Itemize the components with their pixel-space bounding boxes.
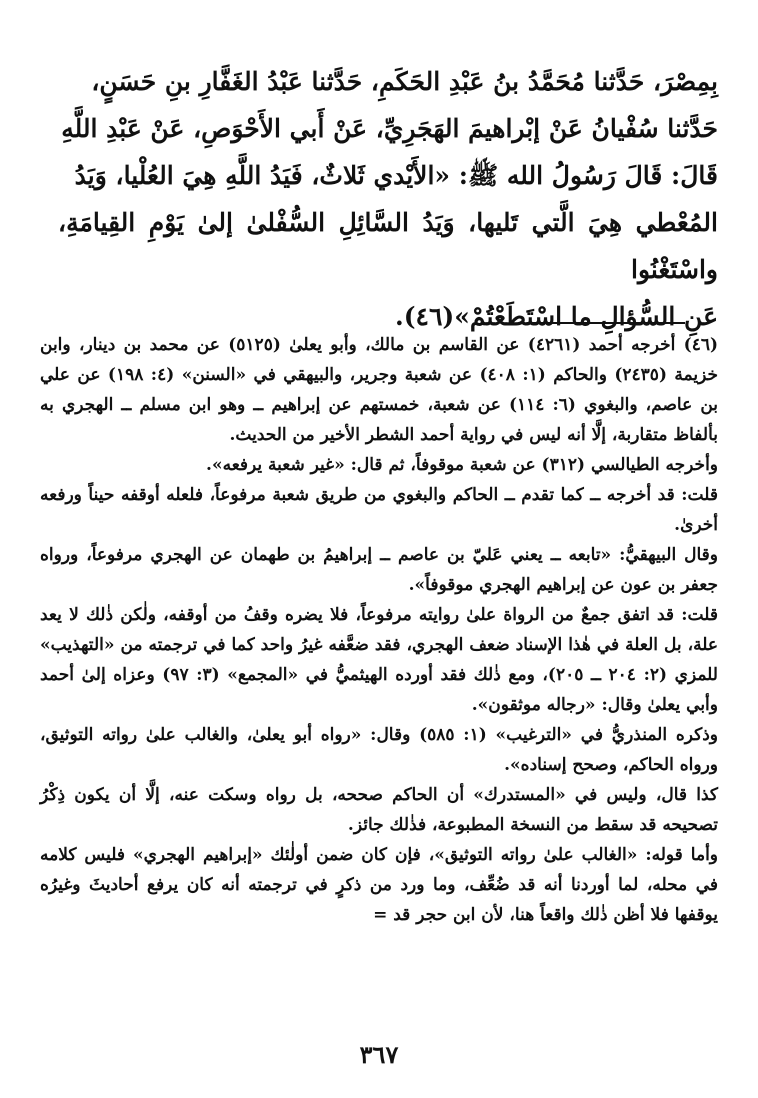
main-text-line: بِمِصْرَ، حَدَّثنا مُحَمَّدُ بنُ عَبْدِ الحَكَمِ، حَدَّثنا عَبْدُ الغَفَّارِ بنِ حَسَنٍ، bbox=[91, 67, 718, 96]
main-hadith-text bbox=[58, 58, 718, 340]
footnote-paragraph: وأما قوله: «الغالب علىٰ رواته التوثيق»، فإن كان ضمن أولٰئك «إبراهيم الهجري» فليس كلامه في محله، لما أوردنا أنه قد ضُعِّف، وما ورد من ذكرٍ في ترجمته أنه كان يرفع أحاديثَ وغيرُه يوقفها فلا أظن ذٰلك واقعاً هنا، لأن ابن حجر قد = bbox=[40, 845, 718, 925]
footnote-paragraph: وأخرجه الطيالسي (٣١٢) عن شعبة موقوفاً، ثم قال: «غير شعبة يرفعه». bbox=[206, 455, 718, 475]
footnote-separator bbox=[527, 322, 685, 324]
footnotes bbox=[40, 330, 718, 930]
footnote-paragraph: وقال البيهقيُّ: «تابعه ــ يعني عَليّ بن عاصم ــ إبراهيمُ بن طهمان عن الهجري مرفوعاً، ورواه جعفر بن عون عن إبراهيم الهجري موقوفاً». bbox=[40, 545, 718, 595]
main-text-line: عَنِ السُّؤالِ ما اسْتَطَعْتُمْ»(٤٦). bbox=[394, 302, 718, 331]
footnote-paragraph: قلت: قد اتفق جمعٌ من الرواة علىٰ روايته مرفوعاً، فلا يضره وقفُ من أوقفه، ولٰكن ذٰلك لا يعد علة، بل العلة في هٰذا الإسناد ضعف الهجري، فقد ضعَّفه غيرُ واحد كما في ترجمته من «التهذيب» للمزي (٢: ٢٠٤ ــ ٢٠٥)، ومع ذٰلك فقد أورده الهيثميُّ في «المجمع» (٣: ٩٧) وعزاه إلىٰ أحمد وأبي يعلىٰ وقال: «رجاله موثقون». bbox=[40, 605, 718, 715]
main-text-line: المُعْطي هِيَ الَّتي تَليها، وَيَدُ السَّائِلِ السُّفْلىٰ إلىٰ يَوْمِ القِيامَةِ، واسْتَغْنُوا bbox=[58, 208, 718, 284]
footnote-paragraph: كذا قال، وليس في «المستدرك» أن الحاكم صححه، بل رواه وسكت عنه، إلَّا أن يكون ذِكْرُ تصحيحه قد سقط من النسخة المطبوعة، فذٰلك جائز. bbox=[40, 785, 718, 835]
footnote-paragraph: وذكره المنذريُّ في «الترغيب» (١: ٥٨٥) وقال: «رواه أبو يعلىٰ، والغالب علىٰ رواته التوثيق، ورواه الحاكم، وصحح إسناده». bbox=[40, 725, 718, 775]
page-number: ٣٦٧ bbox=[359, 1040, 399, 1069]
main-text-line: حَدَّثنا سُفْيانُ عَنْ إبْراهيمَ الهَجَرِيِّ، عَنْ أَبي الأَحْوَصِ، عَنْ عَبْدِ اللَّهِ bbox=[61, 114, 718, 143]
main-text-line: قَالَ: قَالَ رَسُولُ الله ﷺ: «الأَيْدي ثَلاثٌ، فَيَدُ اللَّهِ هِيَ العُلْيا، وَيَدُ bbox=[74, 161, 718, 190]
footnote-paragraph: قلت: قد أخرجه ــ كما تقدم ــ الحاكم والبغوي من طريق شعبة مرفوعاً، فلعله أوقفه حيناً ورفعه أخرىٰ. bbox=[40, 485, 718, 535]
footnote-paragraph: (٤٦) أخرجه أحمد (٤٢٦١) عن القاسم بن مالك، وأبو يعلىٰ (٥١٢٥) عن محمد بن دينار، وابن خزيمة (٢٤٣٥) والحاكم (١: ٤٠٨) عن شعبة وجرير، والبيهقي في «السنن» (٤: ١٩٨) عن علي بن عاصم، والبغوي (٦: ١١٤) عن شعبة، خمستهم عن إبراهيم ــ وهو ابن مسلم ــ الهجري به بألفاظ متقاربة، إلَّا أنه ليس في رواية أحمد الشطر الأخير من الحديث. bbox=[40, 335, 719, 445]
